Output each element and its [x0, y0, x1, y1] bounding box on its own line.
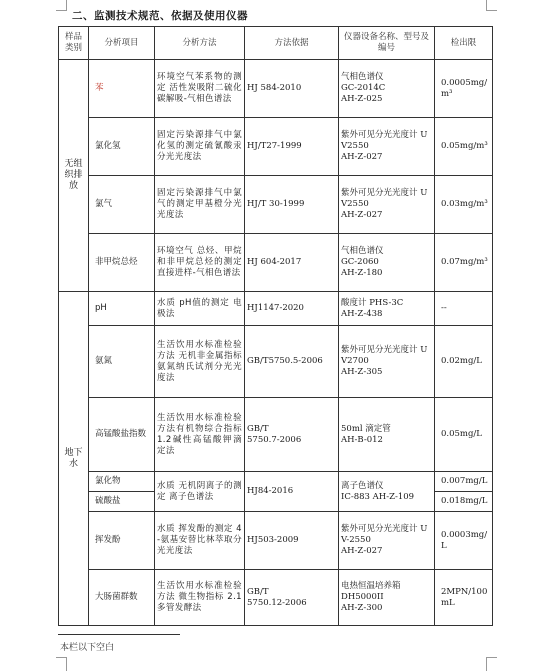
instrument-cell: 离子色谱仪 IC-883 AH-Z-109	[339, 472, 435, 512]
item-cell: 苯	[89, 60, 155, 118]
basis-cell: GB/T 5750.12-2006	[245, 570, 339, 626]
item-cell: pH	[89, 292, 155, 326]
table-row	[59, 118, 493, 176]
item-cell: 硫酸盐	[89, 492, 155, 512]
limit-cell: 0.007mg/L	[435, 472, 493, 492]
table-row	[59, 326, 493, 398]
method-cell: 生活饮用水标准检验方法 微生物指标 2.1多管发酵法	[155, 570, 245, 626]
table-row	[59, 60, 493, 118]
limit-cell: 2MPN/100mL	[435, 570, 493, 626]
basis-cell: HJ 584-2010	[245, 60, 339, 118]
basis-cell: HJ/T 30-1999	[245, 176, 339, 234]
table-row	[59, 472, 493, 492]
item-cell: 挥发酚	[89, 512, 155, 570]
section-heading: 二、监测技术规范、依据及使用仪器	[72, 10, 248, 22]
item-cell: 大肠菌群数	[89, 570, 155, 626]
category-cell-air: 无组织排放	[59, 60, 89, 292]
table-row	[59, 292, 493, 326]
basis-cell: HJ84-2016	[245, 472, 339, 512]
item-cell: 氯化氢	[89, 118, 155, 176]
table-row	[59, 570, 493, 626]
table-row	[59, 512, 493, 570]
crop-mark-top-right	[486, 0, 497, 11]
limit-cell: 0.07mg/m³	[435, 234, 493, 292]
item-cell: 氨氮	[89, 326, 155, 398]
instrument-cell: 紫外可见分光光度计 UV2550 AH-Z-027	[339, 118, 435, 176]
method-cell: 固定污染源排气中氯化氢的测定硫氰酸汞分光光度法	[155, 118, 245, 176]
table-row	[59, 176, 493, 234]
header-item: 分析项目	[89, 27, 155, 60]
method-cell: 固定污染源排气中氯气的测定甲基橙分光光度法	[155, 176, 245, 234]
instrument-cell: 50ml 滴定管 AH-B-012	[339, 398, 435, 472]
limit-cell: 0.03mg/m³	[435, 176, 493, 234]
item-cell: 氯化物	[89, 472, 155, 492]
header-instrument: 仪器设备名称、型号及编号	[339, 27, 435, 60]
method-cell: 生活饮用水标准检验方法有机物综合指标 1.2碱性高锰酸钾滴定法	[155, 398, 245, 472]
instrument-cell: 气相色谱仪 GC-2014C AH-Z-025	[339, 60, 435, 118]
item-cell: 高锰酸盐指数	[89, 398, 155, 472]
header-basis: 方法依据	[245, 27, 339, 60]
header-method: 分析方法	[155, 27, 245, 60]
limit-cell: 0.0005mg/m³	[435, 60, 493, 118]
basis-cell: HJ 604-2017	[245, 234, 339, 292]
crop-mark-bottom-left	[56, 657, 67, 671]
item-cell: 非甲烷总烃	[89, 234, 155, 292]
basis-cell: HJ503-2009	[245, 512, 339, 570]
method-cell: 水质 无机阴离子的测定 离子色谱法	[155, 472, 245, 512]
method-cell: 水质 挥发酚的测定 4-氨基安替比林萃取分光光度法	[155, 512, 245, 570]
limit-cell: 0.02mg/L	[435, 326, 493, 398]
instrument-cell: 紫外可见分光光度计 UV-2550 AH-Z-027	[339, 512, 435, 570]
instrument-cell: 紫外可见分光光度计 UV2700 AH-Z-305	[339, 326, 435, 398]
crop-mark-top-left	[56, 0, 67, 11]
instrument-cell: 紫外可见分光光度计 UV2550 AH-Z-027	[339, 176, 435, 234]
basis-cell: HJ1147-2020	[245, 292, 339, 326]
category-cell-water: 地下水	[59, 292, 89, 626]
method-cell: 环境空气苯系物的测定 活性炭吸附二硫化碳解吸-气相色谱法	[155, 60, 245, 118]
instrument-cell: 气相色谱仪 GC-2060 AH-Z-180	[339, 234, 435, 292]
instrument-cell: 酸度计 PHS-3C AH-Z-438	[339, 292, 435, 326]
limit-cell: 0.05mg/L	[435, 398, 493, 472]
monitoring-table	[58, 26, 493, 626]
method-cell: 环境空气 总烃、甲烷和非甲烷总烃的测定直接进样-气相色谱法	[155, 234, 245, 292]
table-row	[59, 398, 493, 472]
limit-cell: 0.0003mg/L	[435, 512, 493, 570]
basis-cell: GB/T5750.5-2006	[245, 326, 339, 398]
footnote-rule	[58, 634, 180, 635]
limit-cell: 0.05mg/m³	[435, 118, 493, 176]
item-cell: 氯气	[89, 176, 155, 234]
crop-mark-bottom-right	[486, 657, 497, 671]
basis-cell: GB/T 5750.7-2006	[245, 398, 339, 472]
method-cell: 水质 pH值的测定 电极法	[155, 292, 245, 326]
header-category: 样品类别	[59, 27, 89, 60]
instrument-cell: 电热恒温培养箱 DH5000II AH-Z-300	[339, 570, 435, 626]
footnote: 本栏以下空白	[60, 643, 115, 653]
header-limit: 检出限	[435, 27, 493, 60]
method-cell: 生活饮用水标准检验方法 无机非金属指标氨氮纳氏试剂分光光度法	[155, 326, 245, 398]
table-header-row	[59, 27, 493, 60]
basis-cell: HJ/T27-1999	[245, 118, 339, 176]
limit-cell: --	[435, 292, 493, 326]
table-row	[59, 234, 493, 292]
limit-cell: 0.018mg/L	[435, 492, 493, 512]
